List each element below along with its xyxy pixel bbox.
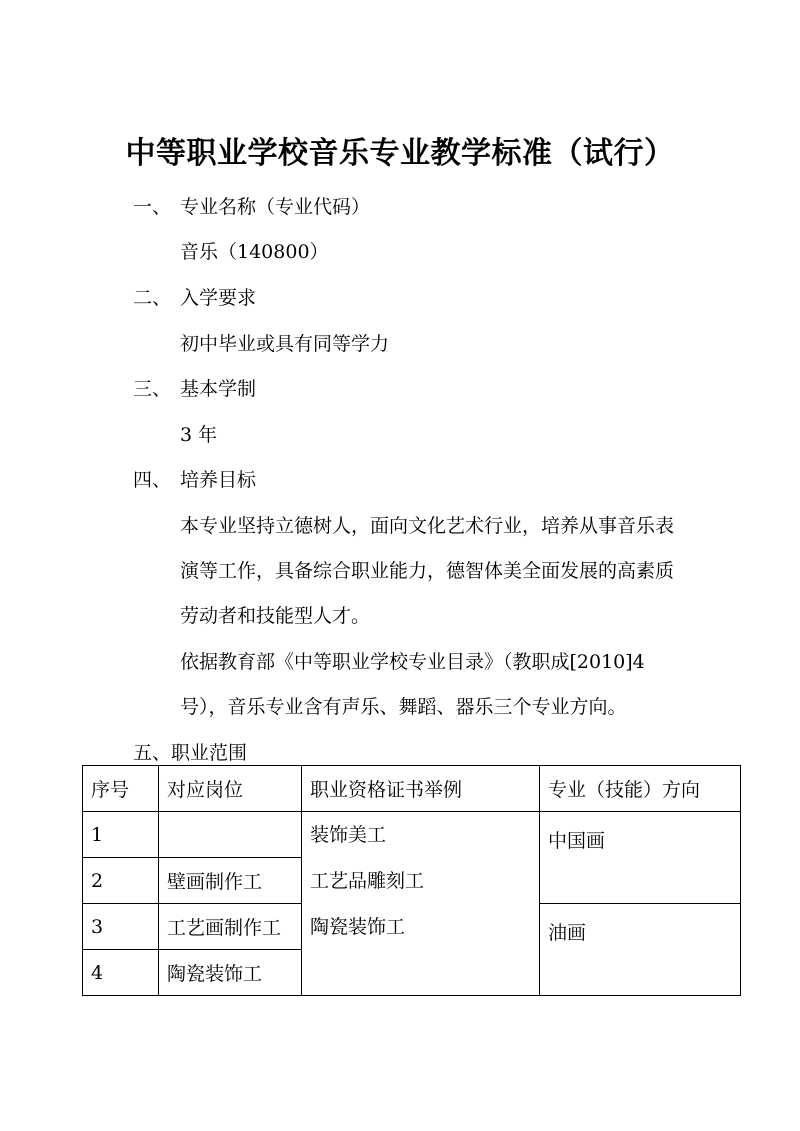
header-number: 序号 xyxy=(83,766,159,812)
section-4-number: 四、 xyxy=(133,469,172,491)
section-2-number: 二、 xyxy=(133,287,172,309)
certificate-cell xyxy=(302,812,540,996)
section-2-heading: 入学要求 xyxy=(180,287,257,309)
occupation-table xyxy=(82,765,741,996)
certificate-item: 工艺品雕刻工 xyxy=(310,870,425,892)
row-number: 3 xyxy=(83,904,159,950)
table-row xyxy=(83,812,741,858)
section-3-heading: 基本学制 xyxy=(180,378,257,400)
section-3-number: 三、 xyxy=(133,378,172,400)
row-post: 陶瓷装饰工 xyxy=(159,950,302,996)
section-4-paragraph-line: 号），音乐专业含有声乐、舞蹈、器乐三个专业方向。 xyxy=(180,696,627,718)
section-4-paragraph-line: 演等工作，具备综合职业能力，德智体美全面发展的高素质 xyxy=(180,560,675,582)
header-direction: 专业（技能）方向 xyxy=(540,766,741,812)
row-post: 工艺画制作工 xyxy=(159,904,302,950)
table-header-row xyxy=(83,766,741,812)
header-certificate: 职业资格证书举例 xyxy=(302,766,540,812)
direction-cell: 中国画 xyxy=(540,812,741,904)
section-1-number: 一、 xyxy=(133,196,172,218)
certificate-item: 装饰美工 xyxy=(310,824,387,846)
row-number: 2 xyxy=(83,858,159,904)
document-title: 中等职业学校音乐专业教学标准（试行） xyxy=(125,136,675,171)
certificate-item: 陶瓷装饰工 xyxy=(310,916,406,938)
row-number: 4 xyxy=(83,950,159,996)
row-number: 1 xyxy=(83,812,159,858)
direction-cell: 油画 xyxy=(540,904,741,996)
section-2-body: 初中毕业或具有同等学力 xyxy=(180,333,390,355)
header-post: 对应岗位 xyxy=(159,766,302,812)
section-5-heading: 五、职业范围 xyxy=(133,742,248,764)
section-4-paragraph-line: 本专业坚持立德树人，面向文化艺术行业，培养从事音乐表 xyxy=(180,515,675,537)
section-3-body: 3 年 xyxy=(180,424,218,446)
row-post xyxy=(159,812,302,858)
row-post: 壁画制作工 xyxy=(159,858,302,904)
section-4-heading: 培养目标 xyxy=(180,469,257,491)
section-4-paragraph-line: 依据教育部《中等职业学校专业目录》（教职成[2010]4 xyxy=(180,651,645,673)
section-1-heading: 专业名称（专业代码） xyxy=(180,196,371,218)
section-1-body: 音乐（140800） xyxy=(180,241,329,263)
section-4-paragraph-line: 劳动者和技能型人才。 xyxy=(180,605,371,627)
